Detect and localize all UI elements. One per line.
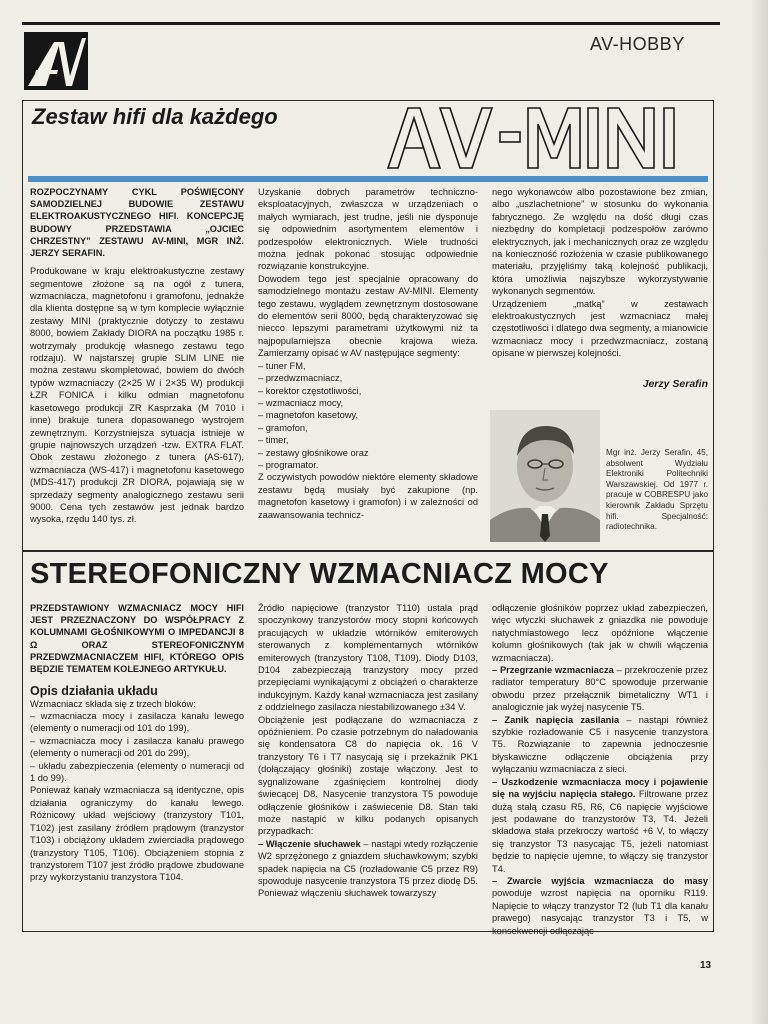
article2-title: STEREOFONICZNY WZMACNIACZ MOCY [30, 558, 609, 590]
article2-col3-paragraph-5 [492, 875, 708, 937]
list-item: – zestawy głośnikowe oraz [258, 447, 369, 458]
author-signature: Jerzy Serafin [642, 377, 708, 390]
segments-list [258, 360, 478, 472]
author-photo-caption: Mgr inż. Jerzy Serafin, 45, absolwent Wydziału Elektroniki Politechniki Warszawskiej. Od 1977 r. pracuje w COBRESPU jako kierownik Zakładu Sprzętu hifi. Specjalność: radiotechnika. [606, 448, 708, 532]
article1-col3-paragraph-1: nego wykonawców albo pozostawione bez zmian, albo „uszlachetnione” w stosunku do wykonania fabrycznego. Ze względu na dość długi czas niezbędny do kompletacji podzespołów zarówno elektrycznych, jak i mechanicznych oraz ze względu na konieczność rozłożenia w czasie publikowanego materiału, przyjęliśmy taką kolejność publikacji, która umożliwia najszybsze wykorzystywanie wykonanych segmentów. [492, 187, 708, 297]
list-item: – tuner FM, [258, 360, 306, 371]
list-item: – timer, [258, 435, 289, 446]
author-photo [490, 410, 600, 542]
list-item: – wzmacniacza mocy i zasilacza kanału lewego (elementy o numeracji od 101 do 199), [30, 711, 244, 734]
article2-subheading: Opis działania układu [30, 684, 158, 699]
section-label: AV-HOBBY [590, 34, 685, 54]
article1-col2-paragraph-1: Uzyskanie dobrych parametrów techniczno-eksploatacyjnych, zwłaszcza w urządzeniach o małych wymiarach, jest trudne, jeśli nie dysponuje się odpowiednim asortymentem elementów i podzespołów elektronicznych. Wiele trudności można jednak pokonać stosując odpowiednie rozwiązanie konstrukcyjne. [258, 187, 478, 272]
list-item: – układu zabezpieczenia (elementy o numeracji od 1 do 99). [30, 760, 244, 784]
list-item: – magnetofon kasetowy, [258, 410, 359, 421]
article2-col3-paragraph-4 [492, 776, 708, 875]
article2-col3-paragraph-1: odłączenie głośników poprzez układ zabezpieczeń, więc wtyczki słuchawek z gniazdka nie powoduje natychmiastowego lecz opóźnione włączenie kolumn głośnikowych (tak jak w chwili włączenia wzmacniacza). [492, 603, 708, 663]
article2-column-3 [492, 602, 708, 937]
article1-lead: ROZPOCZYNAMY CYKL POŚWIĘCONY SAMODZIELNEJ BUDOWIE ZESTAWU ELEKTROAKUSTYCZNEGO HIFI. KONCEPCJĘ BUDOWY PRZEDSTAWIA „OJCIEC CHRZESTNY” ZESTAWU AV-MINI, MGR INŻ. JERZY SERAFIN. [30, 187, 244, 259]
blocks-list [30, 710, 244, 784]
overheat-case-heading: – Przegrzanie wzmacniacza [492, 665, 614, 676]
accent-rule [28, 176, 708, 182]
article2-col1-paragraph-2: Ponieważ kanały wzmacniacza są identyczne, opis działania ograniczymy do kanału lewego. Różnicowy układ wejściowy (tranzystory T101, T102) jest zasilany źródłem prądowym (tranzystor T103) i obciążony układem zwierciadła prądowego (tranzystory T105, T106). Obciążeniem stopnia z tranzystorem T107 jest źródło prądowe zbudowane przy wykorzystaniu tranzystora T104. [30, 785, 244, 883]
dc-fault-case-text: Filtrowane przez dużą stałą czasu R5, R6, C6 napięcie wyjściowe jest podawane do tranzystorów T3, T4. Jeżeli składowa stała przekroczy wartość +6 V, to włączy się tranzystor T3 nasycając T5, jeżeli natomiast będzie to napięcie ujemne, to włączy się tranzystor T4. [492, 789, 708, 874]
list-item: – gramofon, [258, 422, 308, 433]
article1-col1-paragraph: Produkowane w kraju elektroakustyczne zestawy segmentowe złożone są na ogół z tunera, wzmacniacza, magnetofonu i gramofonu, jednakże dla klienta dostępne są w tym komplecie wyłącznie zestawy MINI (praktycznie dotyczy to zestawu 8000, bowiem Zakłady DIORA na początku 1985 r. wotrzymały produkcję własnego zestawu tego rodzaju). W najstarszej grupie SLIM LINE nie można zestawu skompletować, bowiem do dwóch typów wzmacniaczy (2×25 W i 2×35 W) produkcji ŁZR FONICA i kilku odmian magnetofonu kasetowego produkcji ZR Kasprzaka (M 7010 i inne) brakuje tunera dopasowanego wystrojem zewnętrznym. Korzystniejsza sytuacja istnieje w grupie najnowszych urządzeń -tzw. EXTRA FLAT. Obok zestawu złożonego z tunera (AS-617), wzmacniacza (WS-417) i magnetofonu kasetowego (MDS-417) produkcji ZR DIORA, pojawiają się w sprzedaży segmenty analogicznego zestawu serii 9000. Cena tych zestawów jest jednak bardzo wysoka, rzędu 140 tys. zł. [30, 266, 244, 525]
power-loss-case-text: – nastąpi również szybkie rozładowanie C5 i nasycenie tranzystora T5. Rozwiązanie to zapewnia jednoczesnie błyskawiczne odłączenie obciążenia przy wyłączaniu wzmacniacza z sieci. [492, 714, 709, 775]
list-item: – wzmacniacz mocy, [258, 397, 344, 408]
article2-column-2 [258, 602, 478, 900]
section-divider [22, 550, 714, 552]
article1-column-1 [30, 186, 244, 526]
article1-column-3 [492, 186, 708, 390]
overheat-case-text: – przekroczenie przez radiator temperatury 80°C spowoduje przerwanie obwodu przez przełącznik bimetaliczny WT1 i analogicznie jak wyżej nasycenie T5. [492, 665, 709, 713]
page-number: 13 [700, 960, 712, 971]
article2-col3-paragraph-2 [492, 664, 708, 714]
short-circuit-case-heading: – Zwarcie wyjścia wzmacniacza do masy [492, 875, 708, 886]
article2-col1-paragraph-1: Wzmacniacz składa się z trzech bloków: [30, 698, 196, 709]
list-item: – wzmacniacza mocy i zasilacza kanału prawego (elementy o numeracji od 201 do 299), [30, 735, 244, 759]
top-rule [22, 22, 720, 25]
headphones-case-heading: – Włączenie słuchawek [258, 838, 361, 849]
list-item: – korektor częstotliwości, [258, 385, 362, 396]
article2-lead: PRZEDSTAWIONY WZMACNIACZ MOCY HIFI JEST PRZEZNACZONY DO WSPÓŁPRACY Z KOLUMNAMI GŁOŚNIKOWYMI O IMPEDANCJI 8 Ω ORAZ STEREOFONICZNYM PRZEDWZMACNIACZEM HIFI, KTÓREGO OPIS BĘDZIE TEMATEM KOLEJNEGO ARTYKUŁU. [30, 603, 244, 675]
article2-column-1 [30, 602, 244, 884]
article2-col2-paragraph-2: Obciążenie jest podłączane do wzmacniacza z opóźnieniem. Po czasie potrzebnym do naładowania się kondensatora C8 do napięcia ok. 16 V tranzystory T6 i T7 nasycają się i przekaźnik PK1 (dołączający głośniki) zostaje włączony. Jest to sygnalizowane zgaśnięciem kontrolnej diody świecącej D8. Nasycenie tranzystora T5 powoduje odłączenie głośników i zaświecenie D8. Stan taki może nastąpić w kilku podanych opisanych przypadkach: [258, 714, 478, 837]
av-mini-title [386, 104, 702, 172]
article2-col3-paragraph-3 [492, 714, 708, 776]
page-edge-shadow [750, 0, 768, 1024]
article1-col2-paragraph-2: Dowodem tego jest specjalnie opracowany do samodzielnego montażu zestaw AV-MINI. Elementy tego zestawu, wyglądem zewnętrznym dostosowane do elementów serii 8000, będą charakteryzować się niecco lepszymi parametrami użytkowymi niż ta najpopularniejsza obecnie krajowa wieża. Zamierzamy opisać w AV następujące segmenty: [258, 273, 478, 359]
article1-col3-paragraph-2: Urządzeniem „matką” w zestawach elektroakustycznych jest wzmacniacz małej częstotliwości i dlatego dwa segmenty, a mianowicie wzmacniacz mocy i przedwzmacniacz, zostaną opisane w pierwszej kolejności. [492, 298, 708, 359]
headphones-case-text: – nastąpi wtedy rozłączenie W2 sprzężonego z gniazdem słuchawkowym; szybki spadek napięcia na C5 (rozładowanie C5 przez R9) spowoduje nasycenie tranzystora T5 przez diodę D5. Ponieważ włączeniu słuchawek towarzyszy [258, 838, 478, 899]
short-circuit-case-text: powoduje wzrost napięcia na oporniku R119. Napięcie to włączy tranzystor T2 (lub T1 dla kanału prawego) nasycając tranzystor T3 i T5, w konsekwencji odłączając [492, 888, 708, 936]
article1-headline: Zestaw hifi dla każdego [32, 104, 278, 129]
power-loss-case-heading: – Zanik napięcia zasilania [492, 714, 620, 725]
article1-column-2 [258, 186, 478, 521]
list-item: – przedwzmacniacz, [258, 373, 343, 384]
article1-col2-paragraph-3: Z oczywistych powodów niektóre elementy składowe zestawu będą musiały być zakupione (np. magnetofon kasetowy i gramofon) i w zależności od zaawansowania technicz- [258, 472, 478, 520]
article2-col2-paragraph-1: Źródło napięciowe (tranzystor T110) ustala prąd spoczynkowy tranzystorów mocy stopni końcowych pracujących w układzie wtórników emiterowych sterowanych z komplementarnych wtórników emiterowych (tranzystory T108, T109). Diody D103, D104 zabezpieczają tranzystory mocy przed przepięciami wynikającymi z obciążeń o charakterze indukcyjnym. Każdy kanał wzmacniacza jest zasilany z oddzielnego zasilacza niestabilizowanego ±34 V. [258, 603, 478, 713]
article2-col2-paragraph-3 [258, 838, 478, 900]
av-logo [24, 32, 88, 90]
list-item: – programator. [258, 459, 319, 470]
dc-fault-case-heading: – Uszkodzenie wzmacniacza mocy i pojawienie się na wyjściu napięcia stałego. [492, 776, 708, 800]
